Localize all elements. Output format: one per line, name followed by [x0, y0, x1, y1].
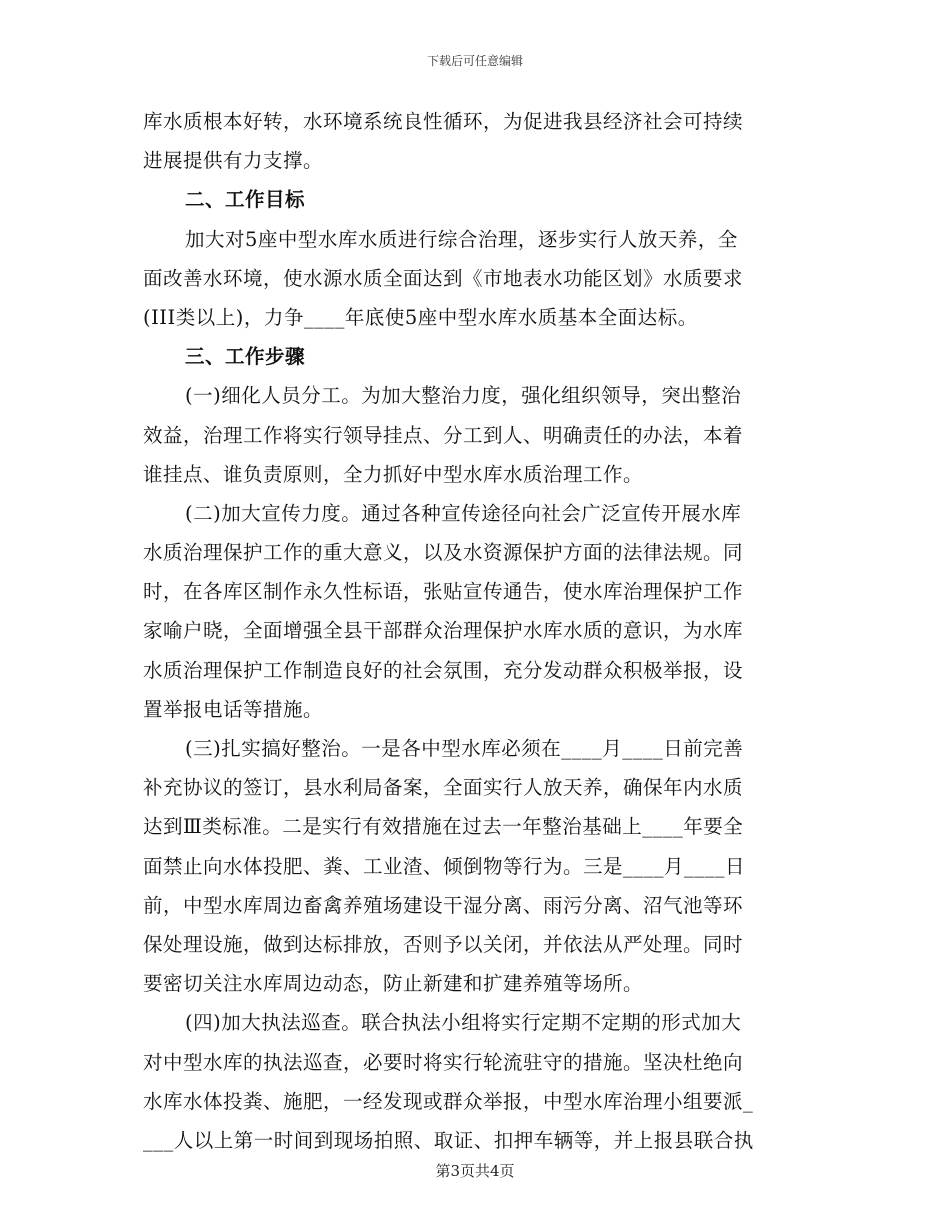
text-line: 面禁止向水体投肥、粪、工业渣、倾倒物等行为。三是____月____日 [143, 854, 746, 878]
text-line: 要密切关注水库周边动态，防止新建和扩建养殖等场所。 [143, 972, 644, 996]
text-line: 置举报电话等措施。 [143, 697, 324, 721]
text-line: 达到Ⅲ类标准。二是实行有效措施在过去一年整治基础上____年要全 [143, 815, 744, 839]
text-line: 库水质根本好转，水环境系统良性循环，为促进我县经济社会可持续 [143, 110, 744, 133]
page-header-note: 下载后可任意编辑 [426, 54, 523, 68]
text-line: 面改善水环境，使水源水质全面达到《市地表水功能区划》水质要求 [143, 266, 744, 290]
text-line: 补充协议的签订，县水利局备案，全面实行人放天养，确保年内水质 [143, 776, 744, 800]
text-line: 前，中型水库周边畜禽养殖场建设干湿分离、雨污分离、沼气池等环 [143, 893, 744, 917]
section-heading: 二、工作目标 [185, 188, 306, 212]
text-line: 进展提供有力支撑。 [143, 149, 324, 173]
text-line: 保处理设施，做到达标排放，否则予以关闭，并依法从严处理。同时 [143, 932, 744, 956]
text-line: 谁挂点、谁负责原则，全力抓好中型水库水质治理工作。 [143, 462, 644, 486]
text-line: (一)细化人员分工。为加大整治力度，强化组织领导，突出整治 [185, 384, 742, 408]
text-line: (三)扎实搞好整治。一是各中型水库必须在____月____日前完善 [185, 737, 744, 760]
text-line: 家喻户晓，全面增强全县干部群众治理保护水库水质的意识，为水库 [143, 619, 744, 643]
text-line: 水质治理保护工作制造良好的社会氛围，充分发动群众积极举报，设 [143, 658, 744, 682]
text-line: (III类以上)，力争____年底使5座中型水库水质基本全面达标。 [143, 305, 698, 329]
document-body [143, 102, 803, 1160]
text-line: (二)加大宣传力度。通过各种宣传途径向社会广泛宣传开展水库 [185, 501, 742, 525]
text-line: ___人以上第一时间到现场拍照、取证、扣押车辆等，并上报县联合执 [143, 1128, 754, 1152]
text-line: (四)加大执法巡查。联合执法小组将实行定期不定期的形式加大 [185, 1011, 742, 1035]
text-line: 水质治理保护工作的重大意义，以及水资源保护方面的法律法规。同 [143, 541, 744, 565]
text-line: 对中型水库的执法巡查，必要时将实行轮流驻守的措施。坚决杜绝向 [143, 1050, 744, 1074]
section-heading: 三、工作步骤 [185, 345, 306, 369]
text-line: 水库水体投粪、施肥，一经发现或群众举报，中型水库治理小组要派_ [143, 1089, 754, 1113]
text-line: 加大对5座中型水库水质进行综合治理，逐步实行人放天养，全 [185, 227, 738, 251]
text-line: 效益，治理工作将实行领导挂点、分工到人、明确责任的办法，本着 [143, 423, 744, 447]
page-footer-number: 第3页共4页 [435, 1162, 515, 1180]
text-line: 时，在各库区制作永久性标语，张贴宣传通告，使水库治理保护工作 [143, 580, 744, 604]
